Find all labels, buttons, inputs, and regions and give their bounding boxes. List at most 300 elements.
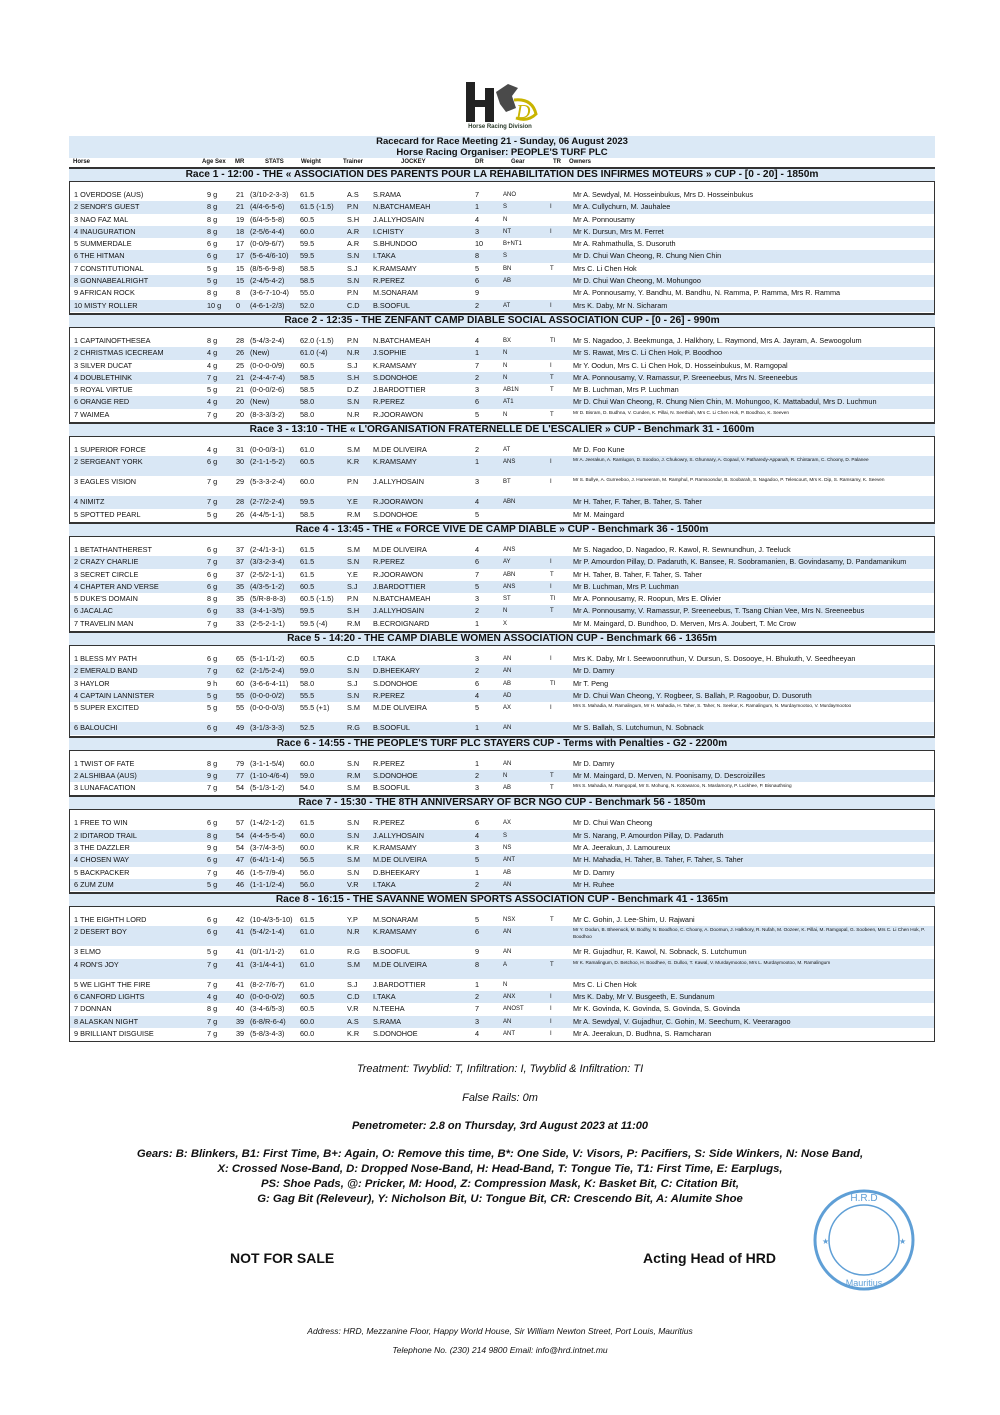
trainer: S.J xyxy=(347,678,358,688)
logo-caption: Horse Racing Division xyxy=(468,124,532,130)
draw: 5 xyxy=(475,409,480,419)
gear: AT xyxy=(503,447,511,454)
owners: Mr D. Chui Wan Cheong, M. Mohungoo xyxy=(573,276,701,286)
race-title: Race 1 - 12:00 - THE « ASSOCIATION DES PARENTS POUR LA RÉHABILITATION DES INFIRMES MOTEURS » CUP - [0 - 20] - 1850m xyxy=(69,168,935,182)
horse-name: 1 TWIST OF FATE xyxy=(74,758,135,768)
weight: 58.5 xyxy=(300,276,315,286)
draw: 9 xyxy=(475,288,480,298)
weight: 59.5 xyxy=(300,251,315,261)
treatment: I xyxy=(550,204,552,211)
horse-name: 6 ORANGE RED xyxy=(74,397,130,407)
weight: 60.5 xyxy=(300,1004,315,1014)
jockey: S.BHUNDOO xyxy=(373,239,418,249)
trainer: K.R xyxy=(347,457,360,467)
table-row xyxy=(70,991,934,1003)
owners: Mr Y. Oodun, B. Bheenuck, M. Bodhy, N. Boodhoo, C. Choony, A. Doomun, J. Halkhory, R. Nufah, M. Oozeer, K. Pillai, M. Ramgopal, G. Soobeen, Mrs C. Li Chen Hok, P. Boodhoo xyxy=(573,927,925,939)
stats: (5-4/3-2-4) xyxy=(250,335,285,345)
stats: (5/R-8-8-3) xyxy=(250,594,286,604)
col-dr: DR xyxy=(475,159,484,165)
merit-rating: 35 xyxy=(236,581,245,591)
weight: 59.0 xyxy=(300,666,315,676)
trainer: S.N xyxy=(347,830,360,840)
owners: Mr A. Rahmathulla, S. Dusoruth xyxy=(573,239,676,249)
stats: (5-1/3-1-2) xyxy=(250,783,285,793)
draw: 2 xyxy=(475,300,480,310)
weight: 52.0 xyxy=(300,300,315,310)
age-sex: 8 g xyxy=(207,1004,218,1014)
trainer: P.N xyxy=(347,477,359,487)
age-sex: 8 g xyxy=(207,288,218,298)
treatment: T xyxy=(550,571,554,578)
table-row xyxy=(70,653,934,665)
trainer: S.M xyxy=(347,544,360,554)
gear: AB xyxy=(503,278,512,285)
gear: ABN xyxy=(503,571,516,578)
stats: (2-4/1-3-1) xyxy=(250,544,285,554)
merit-rating: 28 xyxy=(236,335,245,345)
owners: Mr A. Ponnousamy, Y. Bandhu, M. Bandhu, N. Ramma, P. Ramma, Mrs R. Ramma xyxy=(573,288,841,298)
stats: (4/3-5-1-2) xyxy=(250,581,285,591)
treatment: T xyxy=(550,265,554,272)
stats: (2-7/2-2-4) xyxy=(250,497,285,507)
trainer: R.G xyxy=(347,947,360,957)
horse-name: 1 THE EIGHTH LORD xyxy=(74,915,147,925)
col-trainer: Trainer xyxy=(343,159,364,165)
horse-name: 9 BRILLIANT DISGUISE xyxy=(74,1028,154,1038)
stats: (2-4/5-4-2) xyxy=(250,276,285,286)
draw: 6 xyxy=(475,678,480,688)
stats: (1-10-4/6-4) xyxy=(250,770,289,780)
owners: Mr A. Ponnousamy xyxy=(573,214,635,224)
owners: Mr S. Bullye, A. Gurreeboo, J. Humeeram, M. Ramphul, P. Ramsoondur, B. Soobarah, S. Nagadoo, P. Telescourt, Mrs K. Dip, S. Ramsamy, K. Seeven xyxy=(573,477,885,483)
horse-name: 4 INAUGURATION xyxy=(74,226,136,236)
owners: Mr S. Narang, P. Amourdon Pillay, D. Padaruth xyxy=(573,830,724,840)
jockey: M.DE OLIVEIRA xyxy=(373,855,427,865)
jockey: J.ALLYHOSAIN xyxy=(373,214,424,224)
merit-rating: 17 xyxy=(236,251,245,261)
weight: 54.0 xyxy=(300,783,315,793)
jockey: N.BATCHAMEAH xyxy=(373,335,431,345)
gear: S xyxy=(503,253,508,260)
owners: Mr B. Luchman, Mrs P. Luchman xyxy=(573,581,679,591)
table-row xyxy=(70,556,934,568)
weight: 55.0 xyxy=(300,288,315,298)
horse-name: 6 JACALAC xyxy=(74,606,113,616)
table-row xyxy=(70,444,934,456)
horse-name: 5 SPOTTED PEARL xyxy=(74,509,141,519)
gear: N xyxy=(503,350,508,357)
weight: 61.0 xyxy=(300,947,315,957)
merit-rating: 30 xyxy=(236,457,245,467)
stats: (2-5/2-1-1) xyxy=(250,569,285,579)
jockey: S.DONOHOE xyxy=(373,509,418,519)
jockey: R.JOORAWON xyxy=(373,569,423,579)
merit-rating: 62 xyxy=(236,666,245,676)
col-age-sex: Age Sex xyxy=(202,159,226,165)
stats: (4-6-1-2/3) xyxy=(250,300,285,310)
merit-rating: 39 xyxy=(236,1028,245,1038)
draw: 1 xyxy=(475,348,480,358)
draw: 2 xyxy=(475,992,480,1002)
treatment: T xyxy=(550,785,554,792)
table-row xyxy=(70,770,934,782)
owners: Mr S. Nagadoo, D. Nagadoo, R. Kawol, R. Sewnundhun, J. Teeluck xyxy=(573,544,791,554)
stats: (6-8/R-6-4) xyxy=(250,1016,286,1026)
owners: Mr A. Jeerakun, A. Ramlugon, D. Soodoo, J. Chukowry, S. Ghunnary, A. Gopaul, V. Patharedy-Appanah, R. Chintaram, C. Choony, D. Palanee xyxy=(573,457,869,463)
jockey: S.DONOHOE xyxy=(373,1028,418,1038)
age-sex: 10 g xyxy=(207,300,222,310)
owners: Mrs S. Mahadia, M. Ramgopal, Mr S. Mohung, N. Kotowaroo, N. Maslamony, P. Luckhee, P. Bisnauthsing xyxy=(573,783,792,789)
gears-line-3: PS: Shoe Pads, @: Pricker, M: Hood, Z: Compression Mask, K: Basket Bit, C: Citation Bit, xyxy=(260,1178,740,1190)
weight: 60.0 xyxy=(300,226,315,236)
table-row xyxy=(70,946,934,958)
age-sex: 6 g xyxy=(207,581,218,591)
treatment: I xyxy=(550,705,552,712)
trainer: S.N xyxy=(347,867,360,877)
hrd-stamp xyxy=(812,1188,916,1292)
merit-rating: 46 xyxy=(236,867,245,877)
age-sex: 4 g xyxy=(207,360,218,370)
jockey: B.SOOFUL xyxy=(373,783,410,793)
trainer: A.R xyxy=(347,226,360,236)
col-horse: Horse xyxy=(73,159,91,165)
horse-name: 2 EMERALD BAND xyxy=(74,666,138,676)
treatment: T xyxy=(550,772,554,779)
weight: 58.0 xyxy=(300,409,315,419)
table-row xyxy=(70,618,934,630)
owners: Mr S. Ballah, S. Lutchumun, N. Sobnack xyxy=(573,723,704,733)
weight: 60.5 xyxy=(300,457,315,467)
merit-rating: 0 xyxy=(236,300,241,310)
age-sex: 9 g xyxy=(207,190,218,199)
jockey: R.PEREZ xyxy=(373,818,405,828)
draw: 5 xyxy=(475,581,480,591)
age-sex: 6 g xyxy=(207,818,218,828)
merit-rating: 79 xyxy=(236,758,245,768)
treatment: I xyxy=(550,302,552,309)
horse-name: 7 DONNAN xyxy=(74,1004,112,1014)
horse-name: 2 CHRISTMAS ICECREAM xyxy=(74,348,164,358)
table-row xyxy=(70,678,934,690)
age-sex: 9 g xyxy=(207,842,218,852)
gear: S xyxy=(503,204,508,211)
owners: Mr A. Sewdyal, V. Gujadhur, C. Gohin, M. Seechurn, K. Veeraragoo xyxy=(573,1016,791,1026)
draw: 5 xyxy=(475,509,480,519)
jockey: N.BATCHAMEAH xyxy=(373,594,431,604)
table-row xyxy=(70,275,934,287)
trainer: S.M xyxy=(347,855,360,865)
table-row xyxy=(70,201,934,213)
draw: 6 xyxy=(475,818,480,828)
gear: AT1 xyxy=(503,399,514,406)
draw: 2 xyxy=(475,372,480,382)
horse-name: 9 AFRICAN ROCK xyxy=(74,288,135,298)
merit-rating: 31 xyxy=(236,445,245,455)
jockey: S.DONOHOE xyxy=(373,372,418,382)
treatment: T xyxy=(550,961,554,968)
horse-name: 5 BACKPACKER xyxy=(74,867,130,877)
age-sex: 7 g xyxy=(207,783,218,793)
gear: ANS xyxy=(503,459,516,466)
age-sex: 5 g xyxy=(207,385,218,395)
gear: AB1N xyxy=(503,387,519,394)
weight: 61.5 xyxy=(300,915,315,925)
jockey: R.PEREZ xyxy=(373,276,405,286)
draw: 3 xyxy=(475,477,480,487)
draw: 1 xyxy=(475,457,480,467)
table-row xyxy=(70,300,934,312)
table-row xyxy=(70,569,934,581)
trainer: R.M xyxy=(347,770,361,780)
gear: ANT xyxy=(503,857,515,864)
merit-rating: 57 xyxy=(236,818,245,828)
owners: Mrs K. Daby, Mr I. Seewoonruthun, V. Dursun, S. Dosooye, H. Bhukuth, V. Seedheeyan xyxy=(573,654,856,664)
weight: 61.5 xyxy=(300,190,315,199)
horse-name: 2 DESERT BOY xyxy=(74,927,127,937)
owners: Mr A. Cullychurn, M. Jauhalee xyxy=(573,202,671,212)
stats: (1-5-7/9-4) xyxy=(250,867,285,877)
merit-rating: 37 xyxy=(236,569,245,579)
age-sex: 4 g xyxy=(207,992,218,1002)
weight: 61.0 xyxy=(300,959,315,969)
horse-name: 6 THE HITMAN xyxy=(74,251,125,261)
stats: (5-8/3-4-3) xyxy=(250,1028,285,1038)
table-row xyxy=(70,879,934,891)
owners: Mr A. Jeerakun, J. Lamoureux xyxy=(573,842,671,852)
gear: N xyxy=(503,374,508,381)
table-row xyxy=(70,476,934,496)
race-entries xyxy=(69,810,935,893)
merit-rating: 20 xyxy=(236,409,245,419)
draw: 2 xyxy=(475,606,480,616)
owners: Mr H. Taher, F. Taher, B. Taher, S. Taher xyxy=(573,497,702,507)
stats: (3-7/4-3-5) xyxy=(250,842,285,852)
age-sex: 7 g xyxy=(207,979,218,989)
treatment: I xyxy=(550,656,552,663)
horse-name: 8 GONNABEALRIGHT xyxy=(74,276,149,286)
draw: 5 xyxy=(475,703,480,713)
age-sex: 7 g xyxy=(207,372,218,382)
draw: 1 xyxy=(475,618,480,628)
age-sex: 9 g xyxy=(207,770,218,780)
merit-rating: 37 xyxy=(236,544,245,554)
treatment: I xyxy=(550,459,552,466)
jockey: M.DE OLIVEIRA xyxy=(373,703,427,713)
trainer: Y.P xyxy=(347,915,358,925)
weight: 59.5 xyxy=(300,497,315,507)
merit-rating: 55 xyxy=(236,703,245,713)
weight: 58.5 xyxy=(300,385,315,395)
draw: 3 xyxy=(475,783,480,793)
age-sex: 6 g xyxy=(207,544,218,554)
gear: X xyxy=(503,620,508,627)
table-row xyxy=(70,544,934,556)
gear: ANX xyxy=(503,994,516,1001)
draw: 1 xyxy=(475,867,480,877)
treatment: I xyxy=(550,1030,552,1037)
gear: ANO xyxy=(503,192,517,198)
horse-name: 6 ZUM ZUM xyxy=(74,879,114,889)
telephone: Telephone No. (230) 214 9800 Email: info@hrd.intnet.mu xyxy=(392,1345,608,1355)
merit-rating: 39 xyxy=(236,1016,245,1026)
table-row xyxy=(70,372,934,384)
merit-rating: 41 xyxy=(236,959,245,969)
owners: Mrs K. Daby, Mr N. Sicharam xyxy=(573,300,668,310)
owners: Mr S. Nagadoo, J. Beekmunga, J. Halkhory, L. Raymond, Mrs A. Jayram, A. Sewoogolum xyxy=(573,335,862,345)
trainer: N.R xyxy=(347,927,360,937)
gear: AN xyxy=(503,1018,512,1025)
merit-rating: 21 xyxy=(236,372,245,382)
gear: AN xyxy=(503,949,512,956)
stats: (8/5-6-9-8) xyxy=(250,263,285,273)
jockey: J.SOPHIE xyxy=(373,348,407,358)
treatment: I xyxy=(550,559,552,566)
table-row xyxy=(70,867,934,879)
penetrometer-note: Penetrometer: 2.8 on Thursday, 3rd August 2023 at 11:00 xyxy=(351,1120,649,1132)
weight: 59.5 xyxy=(300,239,315,249)
weight: 59.0 xyxy=(300,770,315,780)
stats: (3-1/4-4-1) xyxy=(250,959,285,969)
age-sex: 6 g xyxy=(207,606,218,616)
merit-rating: 29 xyxy=(236,477,245,487)
owners: Mr D. Damry xyxy=(573,758,615,768)
svg-text:★: ★ xyxy=(899,1237,907,1246)
draw: 5 xyxy=(475,915,480,925)
gear: BN xyxy=(503,265,512,272)
jockey: M.DE OLIVEIRA xyxy=(373,959,427,969)
race-title: Race 6 - 14:55 - THE PEOPLE'S TURF PLC STAYERS CUP - Terms with Penalties - G2 - 2200m xyxy=(69,737,935,751)
race-entries xyxy=(69,907,935,1042)
weight: 61.5 xyxy=(300,569,315,579)
jockey: M.DE OLIVEIRA xyxy=(373,445,427,455)
trainer: A.R xyxy=(347,239,360,249)
table-row xyxy=(70,384,934,396)
horse-name: 6 BALOUCHI xyxy=(74,723,118,733)
column-headers xyxy=(69,158,935,168)
table-row xyxy=(70,758,934,770)
merit-rating: 55 xyxy=(236,690,245,700)
age-sex: 8 g xyxy=(207,335,218,345)
stats: (0-0-0/2-6) xyxy=(250,385,285,395)
horse-name: 3 THE DAZZLER xyxy=(74,842,130,852)
table-row xyxy=(70,914,934,926)
stats: (New) xyxy=(250,397,270,407)
trainer: S.N xyxy=(347,818,360,828)
stats: (2-1-1-5-2) xyxy=(250,457,285,467)
jockey: M.SONARAM xyxy=(373,915,418,925)
jockey: B.ECROIGNARD xyxy=(373,618,430,628)
race-entries xyxy=(69,646,935,736)
merit-rating: 41 xyxy=(236,927,245,937)
merit-rating: 18 xyxy=(236,226,245,236)
trainer: P.N xyxy=(347,288,359,298)
stats: (0-0-0-0/2) xyxy=(250,992,285,1002)
weight: 52.5 xyxy=(300,723,315,733)
stats: (2-1/5-2-4) xyxy=(250,666,285,676)
treatment: I xyxy=(550,479,552,486)
horse-name: 3 HAYLOR xyxy=(74,678,110,688)
stats: (1-4/2-1-2) xyxy=(250,818,285,828)
owners: Mr D. Chui Wan Cheong xyxy=(573,818,653,828)
merit-rating: 21 xyxy=(236,190,245,199)
jockey: R.JOORAWON xyxy=(373,497,423,507)
gear: BT xyxy=(503,479,511,486)
stats: (4-4-5-5-4) xyxy=(250,830,285,840)
race-title: Race 4 - 13:45 - THE « FORCE VIVE DE CAMP DIABLE » CUP - Benchmark 36 - 1500m xyxy=(69,523,935,537)
age-sex: 6 g xyxy=(207,915,218,925)
draw: 6 xyxy=(475,397,480,407)
table-row xyxy=(70,456,934,476)
horse-name: 2 CRAZY CHARLIE xyxy=(74,557,139,567)
draw: 8 xyxy=(475,251,480,261)
owners: Mr B. Luchman, Mrs P. Luchman xyxy=(573,385,679,395)
merit-rating: 77 xyxy=(236,770,245,780)
treatment: TI xyxy=(550,680,556,687)
trainer: S.J xyxy=(347,581,358,591)
jockey: S.DONOHOE xyxy=(373,678,418,688)
draw: 6 xyxy=(475,276,480,286)
trainer: S.N xyxy=(347,557,360,567)
jockey: I.CHISTY xyxy=(373,226,404,236)
trainer: S.M xyxy=(347,703,360,713)
table-row xyxy=(70,722,934,734)
gear: N xyxy=(503,608,508,615)
merit-rating: 42 xyxy=(236,915,245,925)
weight: 61.5 (-1.5) xyxy=(300,202,334,212)
weight: 60.0 xyxy=(300,830,315,840)
jockey: S.RAMA xyxy=(373,1016,401,1026)
jockey: D.BHEEKARY xyxy=(373,666,420,676)
horse-name: 3 LUNAFACATION xyxy=(74,783,136,793)
table-row xyxy=(70,335,934,347)
horse-name: 4 DOUBLETHINK xyxy=(74,372,132,382)
merit-rating: 19 xyxy=(236,214,245,224)
merit-rating: 54 xyxy=(236,830,245,840)
table-row xyxy=(70,238,934,250)
horse-name: 1 FREE TO WIN xyxy=(74,818,128,828)
age-sex: 6 g xyxy=(207,927,218,937)
table-row xyxy=(70,665,934,677)
treatment: T xyxy=(550,374,554,381)
draw: 3 xyxy=(475,842,480,852)
draw: 7 xyxy=(475,360,480,370)
gear: AB xyxy=(503,869,512,876)
weight: 58.0 xyxy=(300,678,315,688)
gear: AX xyxy=(503,705,512,712)
owners: Mr H. Mahadia, H. Taher, B. Taher, F. Taher, S. Taher xyxy=(573,855,744,865)
age-sex: 7 g xyxy=(207,477,218,487)
draw: 8 xyxy=(475,959,480,969)
horse-name: 4 CHAPTER AND VERSE xyxy=(74,581,159,591)
age-sex: 7 g xyxy=(207,618,218,628)
jockey: R.PEREZ xyxy=(373,690,405,700)
table-row xyxy=(70,509,934,521)
merit-rating: 26 xyxy=(236,348,245,358)
age-sex: 4 g xyxy=(207,445,218,455)
merit-rating: 65 xyxy=(236,654,245,664)
stats: (5-4/2-1-4) xyxy=(250,927,285,937)
table-row xyxy=(70,593,934,605)
table-row xyxy=(70,496,934,508)
horse-name: 4 RON'S JOY xyxy=(74,959,119,969)
merit-rating: 54 xyxy=(236,783,245,793)
treatment: T xyxy=(550,608,554,615)
merit-rating: 17 xyxy=(236,239,245,249)
merit-rating: 40 xyxy=(236,1004,245,1014)
table-row xyxy=(70,842,934,854)
col-gear: Gear xyxy=(511,159,525,165)
gear: S xyxy=(503,832,508,839)
